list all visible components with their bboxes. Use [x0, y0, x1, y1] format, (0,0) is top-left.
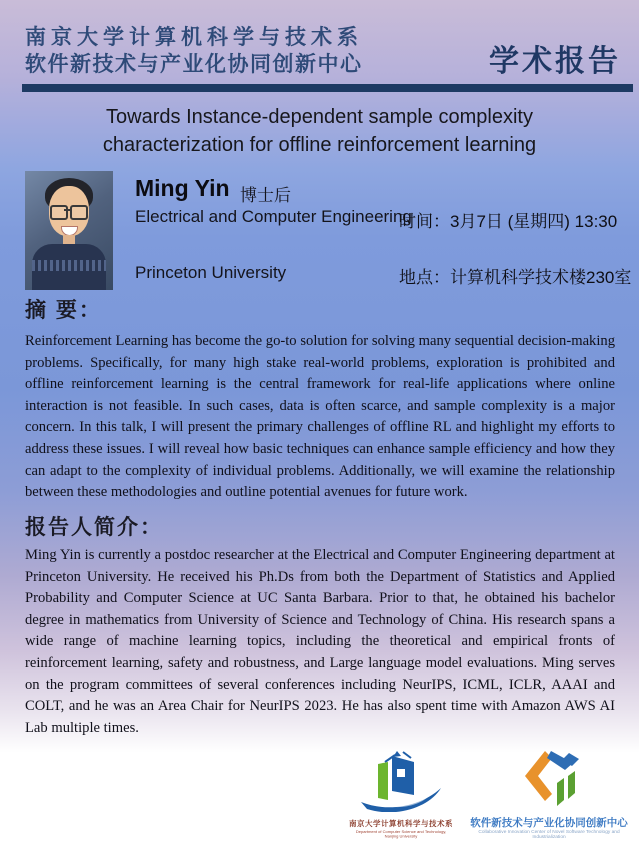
talk-title-line1: Towards Instance-dependent sample complexity [106, 106, 533, 128]
talk-title-line2: characterization for offline reinforcement learning [102, 134, 537, 156]
speaker-degree: 博士后 [240, 186, 291, 205]
photo-glasses-bridge [64, 209, 70, 211]
header-organization [25, 24, 363, 78]
cs-department-logo-caption-cn: 南京大学计算机科学与技术系 [349, 819, 453, 828]
cs-department-logo-caption-en: Department of Computer Science and Technology, Nanjing University [355, 829, 447, 839]
talk-title [0, 103, 639, 159]
talk-location: 地点：计算机科学技术楼230室 [399, 268, 632, 287]
seminar-badge: 学术报告 [489, 45, 621, 78]
org-name-line1: 南京大学计算机科学与技术系 [25, 26, 363, 49]
photo-sweater [32, 244, 106, 290]
speaker-department: Electrical and Computer Engineering [135, 207, 412, 226]
speaker-affiliation: Princeton University [135, 263, 287, 282]
speaker-photo [25, 171, 113, 290]
photo-glasses-right [70, 205, 88, 220]
innovation-center-logo-icon [499, 750, 599, 808]
header-divider-bar [22, 84, 633, 92]
innovation-center-logo-caption-cn: 软件新技术与产业化协同创新中心 [470, 817, 628, 829]
innovation-center-logo-caption-en: Collaborative Innovation Center of Novel Software Technology and Industrialization [478, 830, 620, 840]
innovation-center-logo-block [466, 750, 632, 840]
cs-department-logo-icon [351, 750, 451, 812]
cs-department-logo-block [346, 750, 456, 839]
photo-glasses-left [50, 205, 68, 220]
bio-heading: 报告人简介： [25, 516, 163, 539]
org-name-line2: 软件新技术与产业化协同创新中心 [25, 53, 363, 76]
abstract-text: Reinforcement Learning has become the go-to solution for solving many sequential decision-making problems. Specifically, for many high stake real-world problems, exploration is prohibited and offline reinforcement learning is the central framework for real-life applications where online interaction is not feasible. In such cases, data is often scarce, and sample complexity is a major concern. In this talk, I will present the primary challenges of offline RL and highlight my efforts to address these issues. I will reveal how basic techniques can enhance sample efficiency and how they can adapt to the complexity of individual problems. Additionally, we will examine the relationship between these methodologies and outline potential avenues for future work. [25, 333, 615, 501]
speaker-name: Ming Yin [135, 175, 230, 201]
photo-sweater-pattern [32, 260, 106, 271]
talk-time: 时间：3月7日 (星期四) 13:30 [399, 212, 618, 231]
bio-text: Ming Yin is currently a postdoc researcher at the Electrical and Computer Engineering department at Princeton University. He received his Ph.Ds from both the Department of Statistics and Applied Probability and Computer Science at UC Santa Barbara. Prior to that, he obtained his bachelor degree in mathematics from University of Science and Technology of China. His research spans a wide range of machine learning topics, including the theoretical and empirical fronts of reinforcement learning, safety and robustness, and Large language model evaluations. Ming serves on the program committees of several conferences including NeurIPS, ICML, ICLR, AAAI and COLT, and he was an Area Chair for NeurIPS 2023. He has also spent time with Amazon AWS AI Lab multiple times. [25, 547, 615, 736]
abstract-heading: 摘 要： [25, 299, 102, 322]
